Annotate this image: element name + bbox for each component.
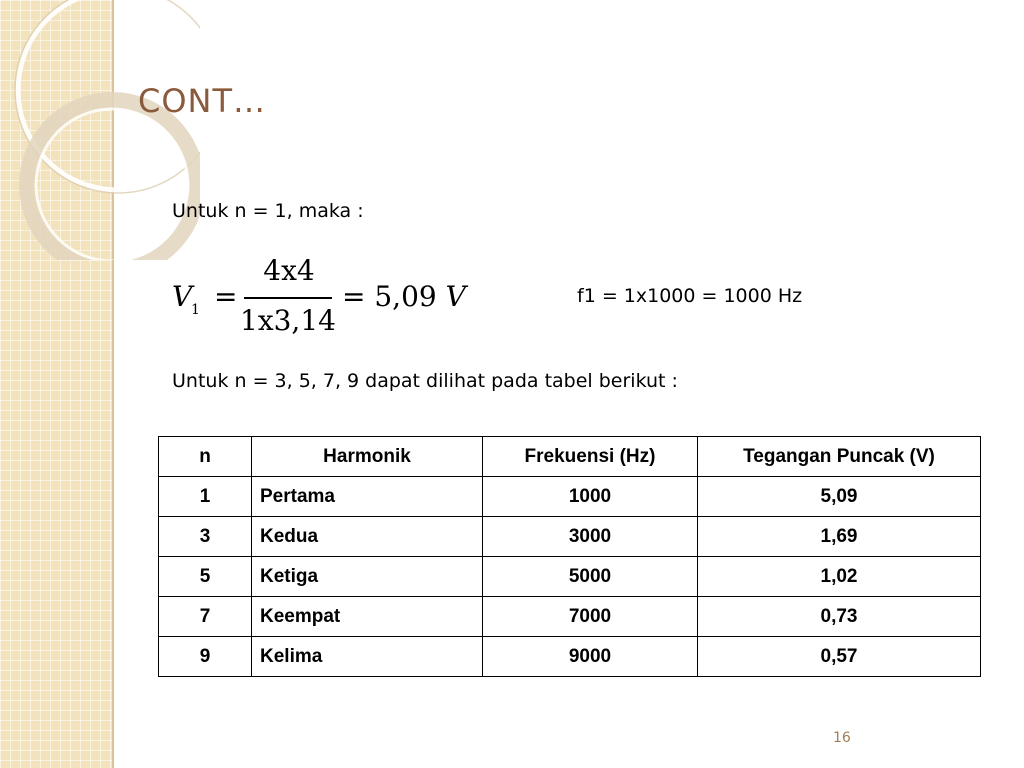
formula-denominator: 1x3,14 — [240, 304, 336, 337]
table-cell-tegangan: 0,57 — [698, 637, 981, 677]
formula-lhs-subscript: 1 — [191, 302, 200, 318]
page-number: 16 — [833, 730, 851, 746]
table-cell-harmonik: Kelima — [252, 637, 483, 677]
table-header-n: n — [159, 437, 252, 477]
frequency-note: f1 = 1x1000 = 1000 Hz — [577, 285, 803, 307]
table-header-tegangan: Tegangan Puncak (V) — [698, 437, 981, 477]
table-row — [159, 557, 981, 597]
table-cell-frekuensi: 5000 — [483, 557, 698, 597]
decorative-ring-small-inner — [36, 109, 188, 260]
table-cell-n: 1 — [159, 477, 252, 517]
slide-title: CONT… — [138, 82, 267, 120]
table-cell-tegangan: 0,73 — [698, 597, 981, 637]
table-cell-harmonik: Ketiga — [252, 557, 483, 597]
table-header-harmonik: Harmonik — [252, 437, 483, 477]
formula-result-unit: V — [445, 280, 466, 313]
table-row — [159, 637, 981, 677]
formula-lhs: V — [172, 280, 193, 313]
table-cell-n: 9 — [159, 637, 252, 677]
harmonic-table — [158, 436, 981, 677]
table-intro-text: Untuk n = 3, 5, 7, 9 dapat dilihat pada tabel berikut : — [172, 370, 678, 392]
table-header-row — [159, 437, 981, 477]
table-row — [159, 517, 981, 557]
voltage-formula — [172, 252, 472, 342]
table-cell-tegangan: 5,09 — [698, 477, 981, 517]
decorative-ring-small — [27, 100, 197, 260]
table-cell-harmonik: Pertama — [252, 477, 483, 517]
table-row — [159, 597, 981, 637]
table-cell-n: 5 — [159, 557, 252, 597]
table-cell-frekuensi: 3000 — [483, 517, 698, 557]
table-cell-frekuensi: 7000 — [483, 597, 698, 637]
formula-fraction-bar — [244, 297, 332, 299]
formula-result-value: = 5,09 — [342, 280, 446, 313]
table-header-frekuensi: Frekuensi (Hz) — [483, 437, 698, 477]
table-cell-harmonik: Keempat — [252, 597, 483, 637]
table-cell-n: 3 — [159, 517, 252, 557]
formula-numerator: 4x4 — [263, 254, 315, 287]
table-row — [159, 477, 981, 517]
formula-result — [342, 280, 466, 313]
table-cell-harmonik: Kedua — [252, 517, 483, 557]
intro-text: Untuk n = 1, maka : — [172, 200, 364, 222]
table-cell-n: 7 — [159, 597, 252, 637]
table-cell-frekuensi: 9000 — [483, 637, 698, 677]
formula-equals: = — [214, 280, 238, 313]
table-cell-frekuensi: 1000 — [483, 477, 698, 517]
decorative-rings — [0, 0, 200, 260]
table-cell-tegangan: 1,69 — [698, 517, 981, 557]
table-cell-tegangan: 1,02 — [698, 557, 981, 597]
